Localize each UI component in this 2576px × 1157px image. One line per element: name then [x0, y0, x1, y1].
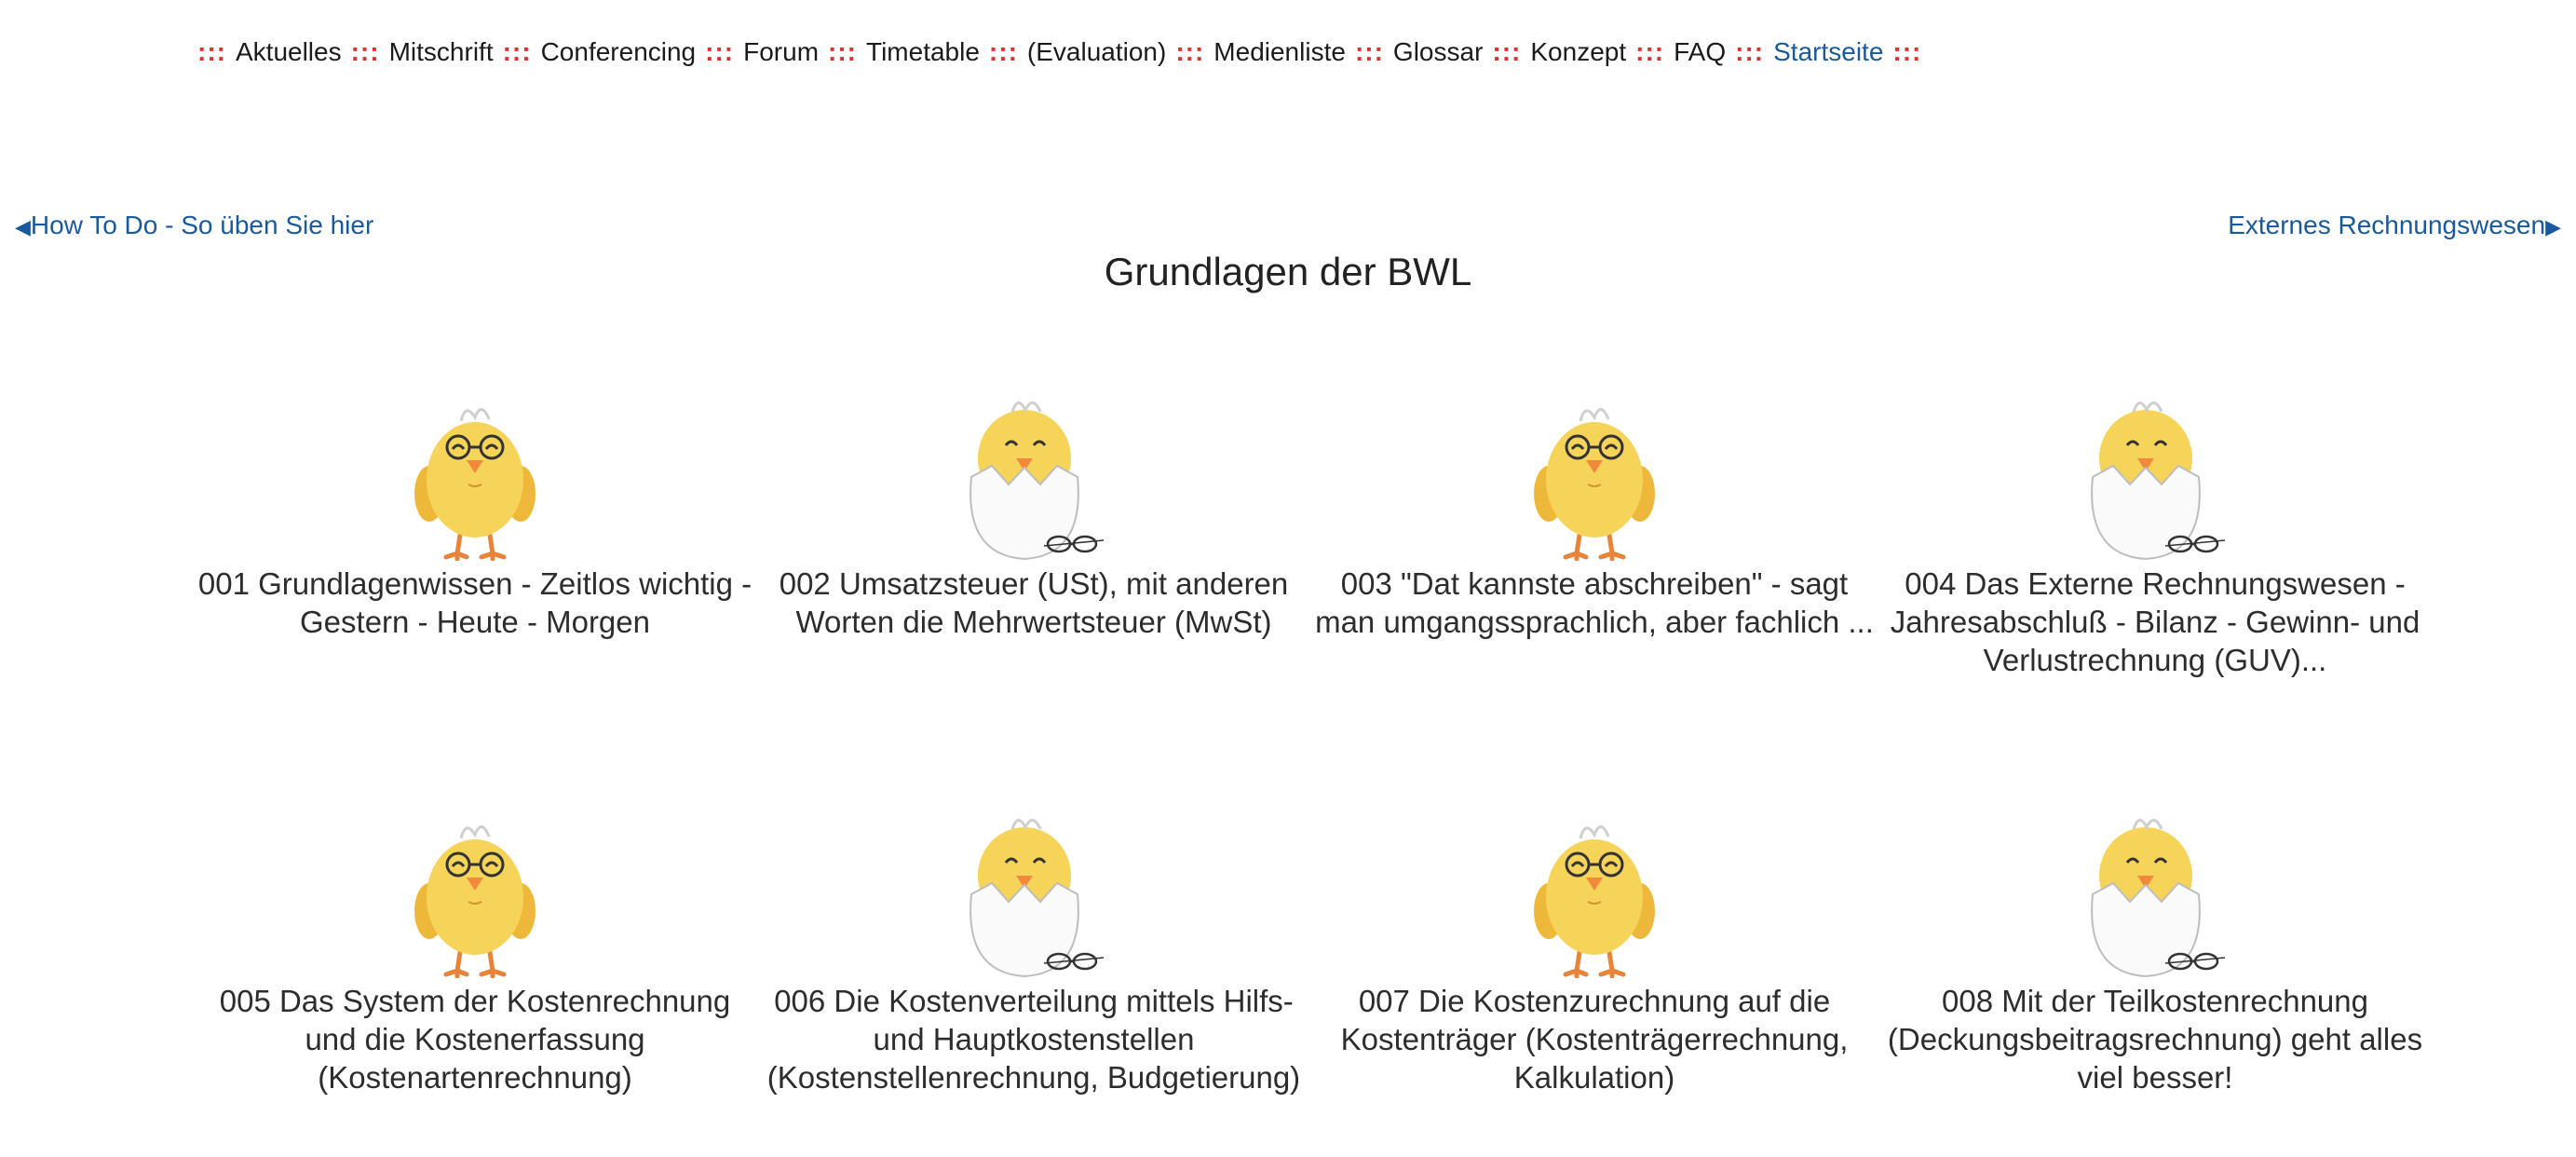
nav-separator: ::: — [1735, 37, 1765, 66]
nav-item-medienliste[interactable]: Medienliste — [1213, 37, 1346, 66]
lesson-card-001[interactable] — [196, 391, 754, 641]
nav-item-timetable[interactable]: Timetable — [866, 37, 980, 66]
triangle-left-icon: ◀ — [15, 215, 31, 238]
lesson-title: 008 Mit der Teilkostenrechnung (Deckungsbeitragsrechnung) geht alles viel besser! — [1887, 984, 2423, 1095]
nav-separator: ::: — [988, 37, 1018, 66]
nav-separator: ::: — [197, 37, 226, 66]
chick-in-egg-icon — [2076, 809, 2234, 978]
chick-in-egg-icon — [2076, 391, 2234, 561]
triangle-right-icon: ▶ — [2545, 215, 2561, 238]
lesson-title: 004 Das Externe Rechnungswesen - Jahresabschluß - Bilanz - Gewinn- und Verlustrechnung (GUV)... — [1890, 566, 2420, 677]
top-navigation — [197, 34, 1931, 71]
lesson-title: 007 Die Kostenzurechnung auf die Kostenträger (Kostenträgerrechnung, Kalkulation) — [1340, 984, 1849, 1095]
chick-with-glasses-icon — [396, 809, 554, 978]
chick-with-glasses-icon — [1515, 391, 1674, 561]
nav-separator: ::: — [828, 37, 858, 66]
nav-item-konzept[interactable]: Konzept — [1530, 37, 1627, 66]
nav-separator: ::: — [705, 37, 735, 66]
lesson-card-007[interactable] — [1315, 809, 1874, 1096]
page-title: Grundlagen der BWL — [1104, 250, 1472, 293]
nav-separator: ::: — [1492, 37, 1522, 66]
next-page-link[interactable] — [2228, 207, 2561, 246]
nav-item-forum[interactable]: Forum — [743, 37, 820, 66]
nav-item-faq[interactable]: FAQ — [1674, 37, 1727, 66]
lesson-card-003[interactable] — [1315, 391, 1874, 641]
lesson-title: 006 Die Kostenverteilung mittels Hilfs- und Hauptkostenstellen (Kostenstellenrechnung, Budgetierung) — [766, 984, 1301, 1095]
lesson-card-006[interactable] — [754, 809, 1313, 1096]
next-page-label: Externes Rechnungswesen — [2228, 211, 2546, 239]
nav-separator: ::: — [502, 37, 532, 66]
chick-in-egg-icon — [955, 809, 1113, 978]
nav-item-aktuelles[interactable]: Aktuelles — [235, 37, 342, 66]
nav-separator: ::: — [1175, 37, 1205, 66]
lesson-card-008[interactable] — [1876, 809, 2434, 1096]
lesson-title: 003 "Dat kannste abschreiben" - sagt man umgangssprachlich, aber fachlich ... — [1315, 566, 1874, 639]
lesson-title: 001 Grundlagenwissen - Zeitlos wichtig - Gestern - Heute - Morgen — [197, 566, 752, 639]
lesson-card-005[interactable] — [196, 809, 754, 1096]
lesson-card-002[interactable] — [754, 391, 1313, 641]
lesson-card-004[interactable] — [1876, 391, 2434, 679]
nav-separator: ::: — [1354, 37, 1384, 66]
nav-item-glossar[interactable]: Glossar — [1392, 37, 1484, 66]
nav-item-conferencing[interactable]: Conferencing — [540, 37, 697, 66]
prev-page-link[interactable] — [15, 207, 373, 246]
nav-separator: ::: — [1892, 37, 1922, 66]
prev-page-label: How To Do - So üben Sie hier — [30, 211, 374, 239]
nav-item-mitschrift[interactable]: Mitschrift — [388, 37, 494, 66]
chick-with-glasses-icon — [1515, 809, 1674, 978]
chick-in-egg-icon — [955, 391, 1113, 561]
nav-separator: ::: — [1635, 37, 1665, 66]
nav-item-evaluation[interactable]: (Evaluation) — [1026, 37, 1167, 66]
nav-separator: ::: — [350, 37, 380, 66]
lesson-title: 005 Das System der Kostenrechnung und die Kostenerfassung (Kostenartenrechnung) — [219, 984, 731, 1095]
nav-item-startseite[interactable]: Startseite — [1773, 37, 1884, 66]
lesson-title: 002 Umsatzsteuer (USt), mit anderen Worten die Mehrwertsteuer (MwSt) — [779, 566, 1289, 639]
chick-with-glasses-icon — [396, 391, 554, 561]
